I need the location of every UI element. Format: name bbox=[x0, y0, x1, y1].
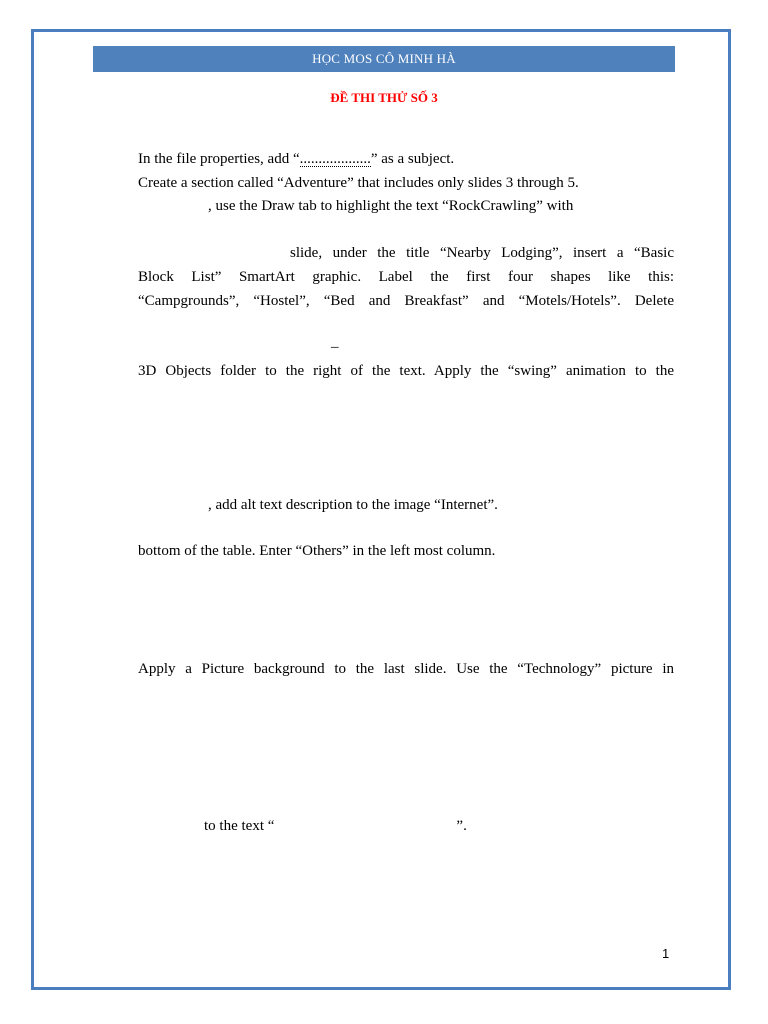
task-line-11: Apply a Picture background to the last slide. Use the “Technology” picture in bbox=[138, 661, 674, 677]
task-line-4: slide, under the title “Nearby Lodging”, insert a “Basic bbox=[290, 245, 674, 261]
task-line-6: “Campgrounds”, “Hostel”, “Bed and Breakfast” and “Motels/Hotels”. Delete bbox=[138, 293, 674, 309]
task-line-1-prefix: In the file properties, add “ bbox=[138, 151, 300, 167]
task-line-2: Create a section called “Adventure” that includes only slides 3 through 5. bbox=[138, 175, 579, 191]
task-line-3: , use the Draw tab to highlight the text “RockCrawling” with bbox=[208, 198, 574, 214]
task-line-1-suffix: ” as a subject. bbox=[370, 151, 455, 167]
task-line-7: – bbox=[331, 339, 339, 355]
task-line-12-prefix: to the text “ bbox=[204, 818, 275, 834]
task-line-12-suffix: ”. bbox=[456, 818, 467, 834]
task-line-12 bbox=[204, 816, 740, 836]
task-line-1 bbox=[138, 149, 674, 169]
task-line-8: 3D Objects folder to the right of the text. Apply the “swing” animation to the bbox=[138, 363, 674, 379]
page-number: 1 bbox=[662, 946, 670, 961]
subject-blank: ................... bbox=[299, 151, 371, 167]
exam-title: ĐỀ THI THỬ SỐ 3 bbox=[330, 90, 438, 105]
header-banner: HỌC MOS CÔ MINH HÀ bbox=[93, 46, 675, 72]
task-line-5: Block List” SmartArt graphic. Label the first four shapes like this: bbox=[138, 269, 674, 285]
task-line-10: bottom of the table. Enter “Others” in the left most column. bbox=[138, 543, 496, 559]
task-line-9: , add alt text description to the image “Internet”. bbox=[208, 497, 498, 513]
